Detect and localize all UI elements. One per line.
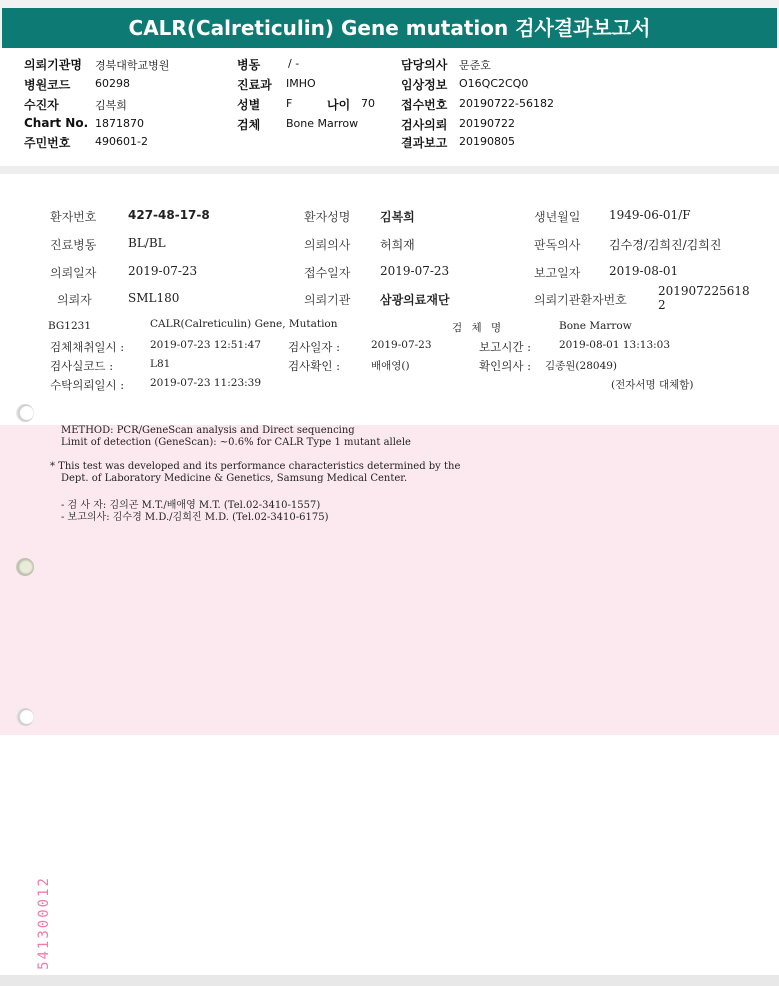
ward-value: / -	[288, 57, 300, 70]
resident-no-value: 490601-2	[95, 135, 148, 148]
sex-value: F	[286, 97, 293, 110]
confirm-doctor-label: 확인의사 :	[479, 359, 531, 373]
specimen-value: Bone Marrow	[286, 117, 359, 130]
room-code-label: 검사실코드 :	[50, 359, 114, 373]
bottom-bar	[0, 975, 779, 986]
scan-receipt-date-label: 접수일자	[304, 266, 351, 280]
test-confirm-value: 배애영()	[371, 360, 410, 372]
hospital-code-label: 병원코드	[24, 78, 71, 92]
test-code: BG1231	[48, 320, 92, 332]
e-sign-note: (전자서명 대체함)	[611, 379, 694, 391]
clinical-info-label: 임상정보	[401, 78, 448, 92]
chart-no-value: 1871870	[95, 117, 144, 130]
punch-hole-icon	[16, 708, 34, 726]
test-request-value: 20190722	[459, 117, 515, 130]
patient-name-label: 수진자	[24, 98, 59, 112]
room-code-value: L81	[150, 358, 171, 370]
scan-inst-patient-no-value-cont: 2	[658, 298, 666, 312]
scan-institution-value: 삼광의료재단	[380, 293, 450, 307]
specimen-label: 검체	[237, 118, 261, 132]
receipt-no-value: 20190722-56182	[459, 97, 554, 110]
test-confirm-label: 검사확인 :	[288, 359, 340, 373]
patient-name-value: 김복희	[95, 99, 127, 112]
confirm-doctor-value: 김종원(28049)	[545, 360, 618, 372]
requesting-institution-label: 의뢰기관명	[24, 58, 82, 72]
receipt-no-label: 접수번호	[401, 98, 448, 112]
scan-report-date-label: 보고일자	[534, 266, 581, 280]
clinical-info-value: O16QC2CQ0	[459, 77, 529, 90]
age-label: 나이	[327, 98, 351, 112]
report-time-label: 보고시간 :	[479, 340, 531, 354]
physician-label: 담당의사	[401, 58, 448, 72]
scan-requester-value: SML180	[128, 291, 180, 305]
scan-birth-value: 1949-06-01/F	[609, 208, 691, 222]
scan-requesting-doctor-value: 허희재	[380, 238, 415, 252]
scan-patient-name-value: 김복희	[380, 210, 415, 224]
scan-receipt-date-value: 2019-07-23	[380, 264, 450, 278]
consign-label: 수탁의뢰일시 :	[50, 378, 125, 392]
test-date-value: 2019-07-23	[371, 339, 432, 351]
collection-label: 검체채취일시 :	[50, 340, 125, 354]
specimen-name-value: Bone Marrow	[559, 320, 632, 332]
method-line-2: Limit of detection (GeneScan): ~0.6% for CALR Type 1 mutant allele	[61, 437, 411, 448]
title-bar	[0, 0, 779, 48]
test-request-label: 검사의뢰	[401, 118, 448, 132]
staff-line-2: - 보고의사: 김수경 M.D./김희진 M.D. (Tel.02-3410-6175)	[61, 512, 329, 523]
scan-reading-doctor-label: 판독의사	[534, 238, 581, 252]
scan-inst-patient-no-value: 201907225618	[658, 284, 750, 298]
note-line-1: * This test was developed and its performance characteristics determined by the	[50, 461, 461, 472]
requesting-institution-value: 경북대학교병원	[95, 59, 170, 72]
header-separator	[0, 166, 779, 174]
hospital-code-value: 60298	[95, 77, 130, 90]
scan-request-date-label: 의뢰일자	[50, 266, 97, 280]
scan-institution-label: 의뢰기관	[304, 293, 351, 307]
collection-value: 2019-07-23 12:51:47	[150, 339, 262, 351]
result-report-label: 결과보고	[401, 136, 448, 150]
test-name: CALR(Calreticulin) Gene, Mutation	[150, 318, 338, 330]
scan-inst-patient-no-label: 의뢰기관환자번호	[534, 293, 627, 307]
report-time-value: 2019-08-01 13:13:03	[559, 339, 671, 351]
consign-value: 2019-07-23 11:23:39	[150, 377, 262, 389]
scan-patient-no-label: 환자번호	[50, 210, 97, 224]
method-line-1: METHOD: PCR/GeneScan analysis and Direct sequencing	[61, 425, 355, 436]
scan-birth-label: 생년월일	[534, 210, 581, 224]
scan-ward-value: BL/BL	[128, 236, 166, 250]
scan-ward-label: 진료병동	[50, 238, 97, 252]
punch-hole-icon	[16, 558, 34, 576]
chart-no-label: Chart No.	[24, 116, 89, 130]
report-title: CALR(Calreticulin) Gene mutation 검사결과보고서	[2, 8, 777, 48]
result-report-value: 20190805	[459, 135, 515, 148]
barcode-number-text: 541300012	[36, 876, 52, 970]
department-label: 진료과	[237, 78, 272, 92]
scan-patient-name-label: 환자성명	[304, 210, 351, 224]
specimen-name-label: 검 체 명	[452, 322, 505, 334]
scan-report-date-value: 2019-08-01	[609, 264, 679, 278]
scan-reading-doctor-value: 김수경/김희진/김희진	[609, 238, 722, 252]
punch-hole-icon	[16, 404, 34, 422]
age-value: 70	[361, 97, 375, 110]
test-date-label: 검사일자 :	[288, 340, 340, 354]
scan-request-date-value: 2019-07-23	[128, 264, 198, 278]
scan-requester-label: 의뢰자	[57, 293, 92, 307]
scan-patient-no-value: 427-48-17-8	[128, 208, 210, 222]
ward-label: 병동	[237, 58, 261, 72]
department-value: IMHO	[286, 77, 316, 90]
physician-value: 문준호	[459, 59, 491, 72]
staff-line-1: - 검 사 자: 김의곤 M.T./배애영 M.T. (Tel.02-3410-1557)	[61, 500, 321, 511]
resident-no-label: 주민번호	[24, 136, 71, 150]
note-line-2: Dept. of Laboratory Medicine & Genetics, Samsung Medical Center.	[61, 473, 408, 484]
barcode-number	[36, 870, 52, 976]
scan-requesting-doctor-label: 의뢰의사	[304, 238, 351, 252]
sex-label: 성별	[237, 98, 261, 112]
